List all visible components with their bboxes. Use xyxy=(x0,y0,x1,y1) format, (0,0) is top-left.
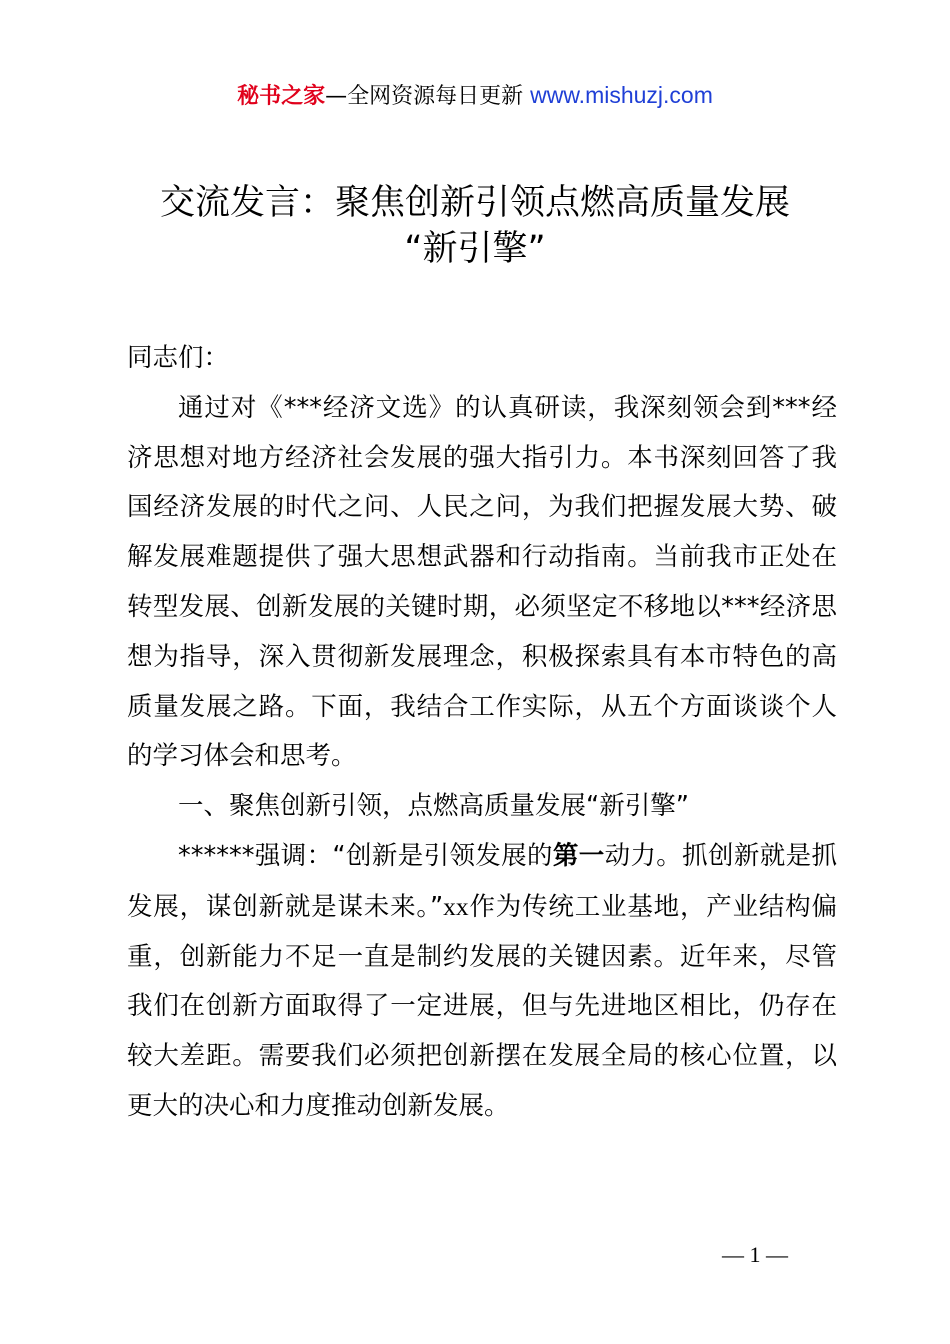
document-body xyxy=(127,334,837,1132)
site-url-link[interactable]: www.mishuzj.com xyxy=(530,82,713,108)
paragraph-innovation-part-c: 作为传统工业基地，产业结构偏重，创新能力不足一直是制约发展的关键因素。近年来，尽管我们在创新方面取得了一定进展，但与先进地区相比，仍存在较大差距。需要我们必须把创新摆在发展全局的核心位置，以更大的决心和力度推动创新发展。 xyxy=(127,891,837,1121)
paragraph-intro: 通过对《***经济文选》的认真研读，我深刻领会到***经济思想对地方经济社会发展的强大指引力。本书深刻回答了我国经济发展的时代之问、人民之问，为我们把握发展大势、破解发展难题提供了强大思想武器和行动指南。当前我市正处在转型发展、创新发展的关键时期，必须坚定不移地以***经济思想为指导，深入贯彻新发展理念，积极探索具有本市特色的高质量发展之路。下面，我结合工作实际，从五个方面谈谈个人的学习体会和思考。 xyxy=(127,392,837,772)
page-number-label: — 1 — xyxy=(722,1242,788,1267)
paragraph-innovation-part-a: ******强调：“创新是引领发展的 xyxy=(178,840,553,871)
site-tagline: —全网资源每日更新 xyxy=(325,84,524,109)
title-line-1: 交流发言：聚焦创新引领点燃高质量发展 xyxy=(159,183,790,223)
emphasis-first: 第一 xyxy=(552,840,605,871)
placeholder-xx: xx xyxy=(443,891,469,921)
page-number xyxy=(0,1242,950,1268)
document-title xyxy=(0,180,950,272)
salutation: 同志们： xyxy=(127,343,230,373)
site-brand: 秘书之家 xyxy=(237,84,326,109)
title-line-2: “新引擎” xyxy=(404,229,546,269)
paragraph-innovation-part-b: 动力。抓创新就是抓发展，谋创新就是谋未来。” xyxy=(127,840,837,922)
site-header xyxy=(0,80,950,112)
paragraph-innovation xyxy=(127,832,837,1132)
section-heading-1: 一、聚焦创新引领，点燃高质量发展“新引擎” xyxy=(178,791,689,822)
